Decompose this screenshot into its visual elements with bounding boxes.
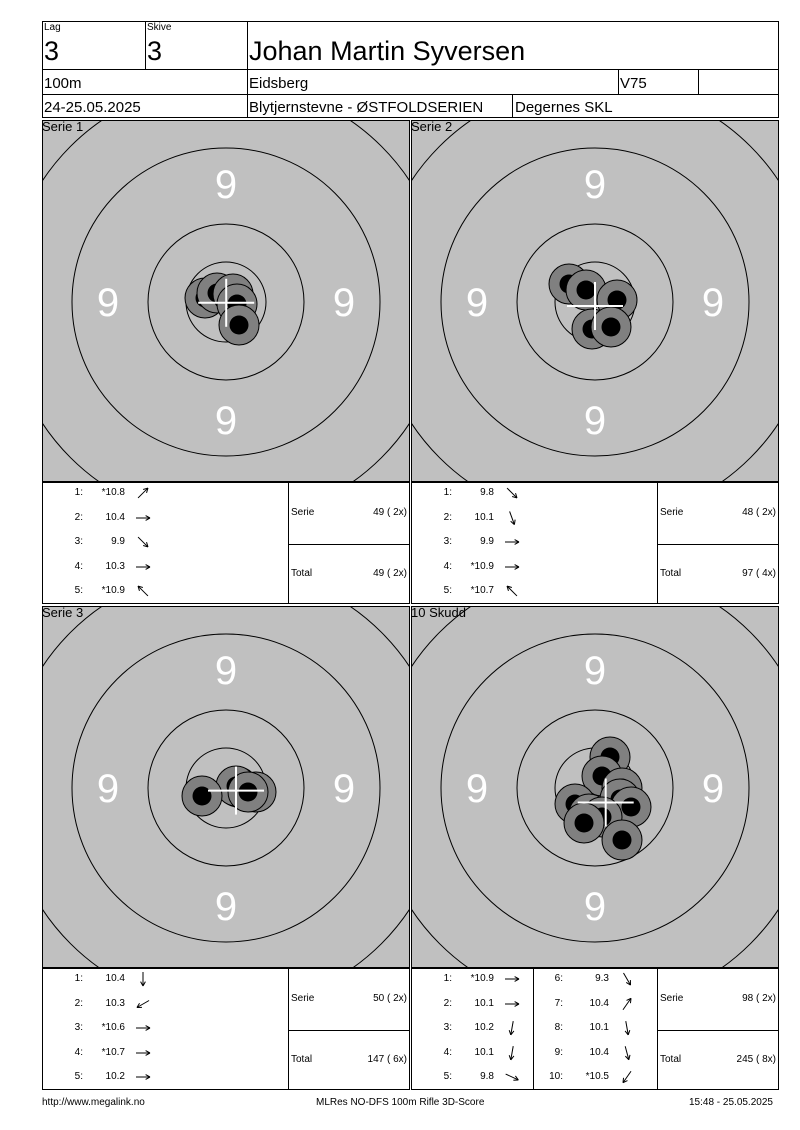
shot-value: 10.3 [105, 997, 125, 1009]
ring-number: 9 [465, 767, 489, 811]
shot-row [43, 536, 163, 550]
arrow-line [138, 488, 148, 498]
shot-row [533, 1071, 653, 1085]
shot-value: *10.9 [470, 560, 494, 572]
footer-program: MLRes NO-DFS 100m Rifle 3D-Score [316, 1097, 485, 1108]
shot-value: 10.1 [474, 1046, 494, 1058]
shot-hole [182, 776, 222, 816]
ring-number: 9 [332, 767, 356, 811]
arrow-line [507, 586, 517, 596]
shot-value: 10.2 [105, 1071, 125, 1082]
shot-value: 10.4 [589, 1046, 609, 1058]
direction-arrow-icon [617, 1045, 637, 1061]
direction-arrow-icon [133, 559, 153, 575]
arrow-line [137, 1000, 149, 1007]
direction-arrow-icon [502, 510, 522, 526]
direction-arrow-icon [617, 1020, 637, 1036]
shot-row [412, 1022, 532, 1036]
target-svg [42, 606, 410, 968]
arrow-line [625, 1046, 630, 1060]
arrow-line [624, 973, 631, 985]
divider [247, 22, 248, 118]
shot-number: 4: [443, 560, 452, 572]
shot-row [412, 973, 532, 987]
shot-number: 2: [74, 997, 83, 1009]
total-label: Total [291, 1054, 313, 1065]
shot-number: 7: [554, 997, 563, 1009]
ring-number: 9 [214, 163, 238, 207]
shot-number: 2: [74, 511, 83, 523]
divider [288, 483, 289, 603]
divider [657, 969, 658, 1089]
total-score: 49 ( 2x) [373, 568, 407, 579]
shot-number: 3: [74, 536, 83, 547]
arrow-line [505, 564, 519, 569]
target-panel [42, 120, 410, 604]
shot-row [43, 585, 163, 599]
shot-row [412, 487, 532, 501]
shot-row [533, 973, 653, 987]
shot-value: 10.1 [474, 511, 494, 523]
serie-label: Serie [291, 993, 315, 1004]
shot-row [43, 1071, 163, 1085]
ring-number: 9 [701, 281, 725, 325]
arrow-line [505, 1001, 519, 1006]
divider [43, 94, 778, 95]
shot-value: *10.9 [101, 585, 125, 596]
divider [512, 95, 513, 118]
direction-arrow-icon [133, 1045, 153, 1061]
lag-value: 3 [44, 36, 60, 66]
ring-number: 9 [583, 163, 607, 207]
divider [43, 69, 778, 70]
direction-arrow-icon [133, 971, 153, 987]
shot-number: 1: [443, 973, 452, 984]
shot-row [43, 561, 163, 575]
shot-row [412, 536, 532, 550]
shot-value: 9.3 [595, 973, 609, 984]
shot-row [533, 1047, 653, 1061]
shot-value: 10.2 [474, 1022, 494, 1033]
shot-number: 4: [74, 1046, 83, 1058]
arrow-line [136, 515, 150, 520]
direction-arrow-icon [502, 1069, 522, 1085]
shot-hole [564, 803, 604, 843]
serie-score: 48 ( 2x) [742, 507, 776, 518]
shot-row [412, 561, 532, 575]
arrow-line [623, 998, 631, 1009]
ring-number: 9 [214, 649, 238, 693]
direction-arrow-icon [133, 485, 153, 501]
arrow-line [509, 1021, 514, 1035]
ring-number: 9 [214, 885, 238, 929]
shooter-name: Johan Martin Syversen [249, 36, 526, 66]
shot-number: 3: [443, 1022, 452, 1033]
serie-label: Serie [660, 507, 684, 518]
direction-arrow-icon [133, 996, 153, 1012]
shot-hole [219, 305, 259, 345]
serie-score: 98 ( 2x) [742, 993, 776, 1004]
shot-value: *10.6 [101, 1022, 125, 1033]
shot-value: 10.1 [474, 997, 494, 1009]
shot-row [412, 585, 532, 599]
arrow-line [506, 1074, 519, 1080]
footer-url: http://www.megalink.no [42, 1097, 145, 1108]
shot-number: 1: [74, 973, 83, 984]
shot-number: 8: [554, 1022, 563, 1033]
shot-value: 10.4 [589, 997, 609, 1009]
divider [288, 544, 409, 545]
shot-row [412, 998, 532, 1012]
shot-number: 4: [74, 560, 83, 572]
divider [288, 969, 289, 1089]
total-label: Total [660, 1054, 682, 1065]
arrow-line [141, 972, 146, 986]
total-label: Total [291, 568, 313, 579]
arrow-line [510, 511, 516, 524]
ring-number: 9 [96, 767, 120, 811]
shot-row [43, 1047, 163, 1061]
panel-title: Serie 1 [42, 119, 84, 134]
arrow-line [509, 1046, 514, 1060]
arrow-line [625, 1021, 630, 1035]
direction-arrow-icon [617, 971, 637, 987]
divider [657, 1030, 778, 1031]
direction-arrow-icon [133, 534, 153, 550]
shot-value: 9.9 [111, 536, 125, 547]
ring-number: 9 [96, 281, 120, 325]
panel-title: Serie 2 [411, 119, 453, 134]
shot-row [43, 973, 163, 987]
target-svg [42, 120, 410, 482]
divider [657, 483, 658, 603]
total-score: 245 ( 8x) [736, 1054, 776, 1065]
serie-score: 50 ( 2x) [373, 993, 407, 1004]
results-box [411, 482, 779, 604]
shot-value: *10.7 [470, 585, 494, 596]
direction-arrow-icon [617, 1069, 637, 1085]
arrow-line [505, 977, 519, 982]
arrow-line [507, 488, 517, 498]
ring-number: 9 [701, 767, 725, 811]
shot-hole [591, 307, 631, 347]
shot-row [412, 512, 532, 526]
arrow-line [136, 564, 150, 569]
shot-row [412, 1071, 532, 1085]
direction-arrow-icon [502, 534, 522, 550]
direction-arrow-icon [133, 510, 153, 526]
shot-row [43, 1022, 163, 1036]
shot-value: 10.4 [105, 511, 125, 523]
shot-value: *10.5 [585, 1071, 609, 1082]
club: Eidsberg [249, 75, 309, 92]
shot-number: 2: [443, 511, 452, 523]
target-svg [411, 120, 779, 482]
ring-number: 9 [465, 281, 489, 325]
event: Blytjernstevne - ØSTFOLDSERIEN [249, 99, 484, 116]
shot-number: 3: [443, 536, 452, 547]
venue: Degernes SKL [515, 99, 613, 116]
arrow-line [136, 1050, 150, 1055]
target-svg [411, 606, 779, 968]
lag-label: Lag [44, 22, 61, 33]
total-score: 147 ( 6x) [367, 1054, 407, 1065]
shot-number: 4: [443, 1046, 452, 1058]
arrow-line [623, 1071, 631, 1082]
shot-value: *10.7 [101, 1046, 125, 1058]
shot-number: 3: [74, 1022, 83, 1033]
direction-arrow-icon [502, 583, 522, 599]
shot-value: 10.4 [105, 973, 125, 984]
arrow-line [136, 1075, 150, 1080]
ring-number: 9 [332, 281, 356, 325]
shot-value: 10.1 [589, 1022, 609, 1033]
serie-label: Serie [660, 993, 684, 1004]
target-panel [42, 606, 410, 1090]
results-box [411, 968, 779, 1090]
direction-arrow-icon [502, 559, 522, 575]
serie-score: 49 ( 2x) [373, 507, 407, 518]
shot-value: 10.3 [105, 560, 125, 572]
shot-row [43, 512, 163, 526]
direction-arrow-icon [133, 1020, 153, 1036]
ring-number: 9 [583, 399, 607, 443]
panel-title: 10 Skudd [411, 605, 466, 620]
divider [657, 544, 778, 545]
serie-label: Serie [291, 507, 315, 518]
target-panel [411, 606, 779, 1090]
shot-value: *10.8 [101, 487, 125, 498]
results-box [42, 968, 410, 1090]
shot-number: 2: [443, 997, 452, 1009]
shot-row [412, 1047, 532, 1061]
shot-hole [228, 772, 268, 812]
shot-value: 9.9 [480, 536, 494, 547]
shot-number: 5: [443, 585, 452, 596]
shot-number: 5: [74, 585, 83, 596]
arrow-line [505, 540, 519, 545]
shot-number: 6: [554, 973, 563, 984]
shot-row [533, 1022, 653, 1036]
direction-arrow-icon [617, 996, 637, 1012]
direction-arrow-icon [502, 485, 522, 501]
ring-number: 9 [214, 399, 238, 443]
divider [698, 70, 699, 94]
shot-value: 9.8 [480, 1071, 494, 1082]
direction-arrow-icon [502, 1045, 522, 1061]
divider [618, 70, 619, 94]
shot-number: 5: [443, 1071, 452, 1082]
shot-value: *10.9 [470, 973, 494, 984]
date: 24-25.05.2025 [44, 99, 141, 116]
direction-arrow-icon [502, 971, 522, 987]
skive-value: 3 [147, 36, 163, 66]
shot-number: 10: [549, 1071, 563, 1082]
ring-number: 9 [583, 649, 607, 693]
header-box [42, 21, 779, 118]
divider [288, 1030, 409, 1031]
total-score: 97 ( 4x) [742, 568, 776, 579]
total-label: Total [660, 568, 682, 579]
direction-arrow-icon [133, 1069, 153, 1085]
direction-arrow-icon [502, 996, 522, 1012]
arrow-line [138, 537, 148, 547]
skive-label: Skive [147, 22, 172, 33]
shot-number: 9: [554, 1046, 563, 1058]
shot-value: 9.8 [480, 487, 494, 498]
divider [145, 22, 146, 69]
shot-row [533, 998, 653, 1012]
shot-hole [602, 820, 642, 860]
shot-row [43, 998, 163, 1012]
direction-arrow-icon [502, 1020, 522, 1036]
ring-number: 9 [583, 885, 607, 929]
shot-number: 1: [74, 487, 83, 498]
target-panel [411, 120, 779, 604]
direction-arrow-icon [133, 583, 153, 599]
arrow-line [138, 586, 148, 596]
distance: 100m [44, 75, 82, 92]
class: V75 [620, 75, 647, 92]
footer-timestamp: 15:48 - 25.05.2025 [689, 1097, 773, 1108]
shot-number: 5: [74, 1071, 83, 1082]
shot-row [43, 487, 163, 501]
shot-number: 1: [443, 487, 452, 498]
results-box [42, 482, 410, 604]
panel-title: Serie 3 [42, 605, 84, 620]
arrow-line [136, 1026, 150, 1031]
